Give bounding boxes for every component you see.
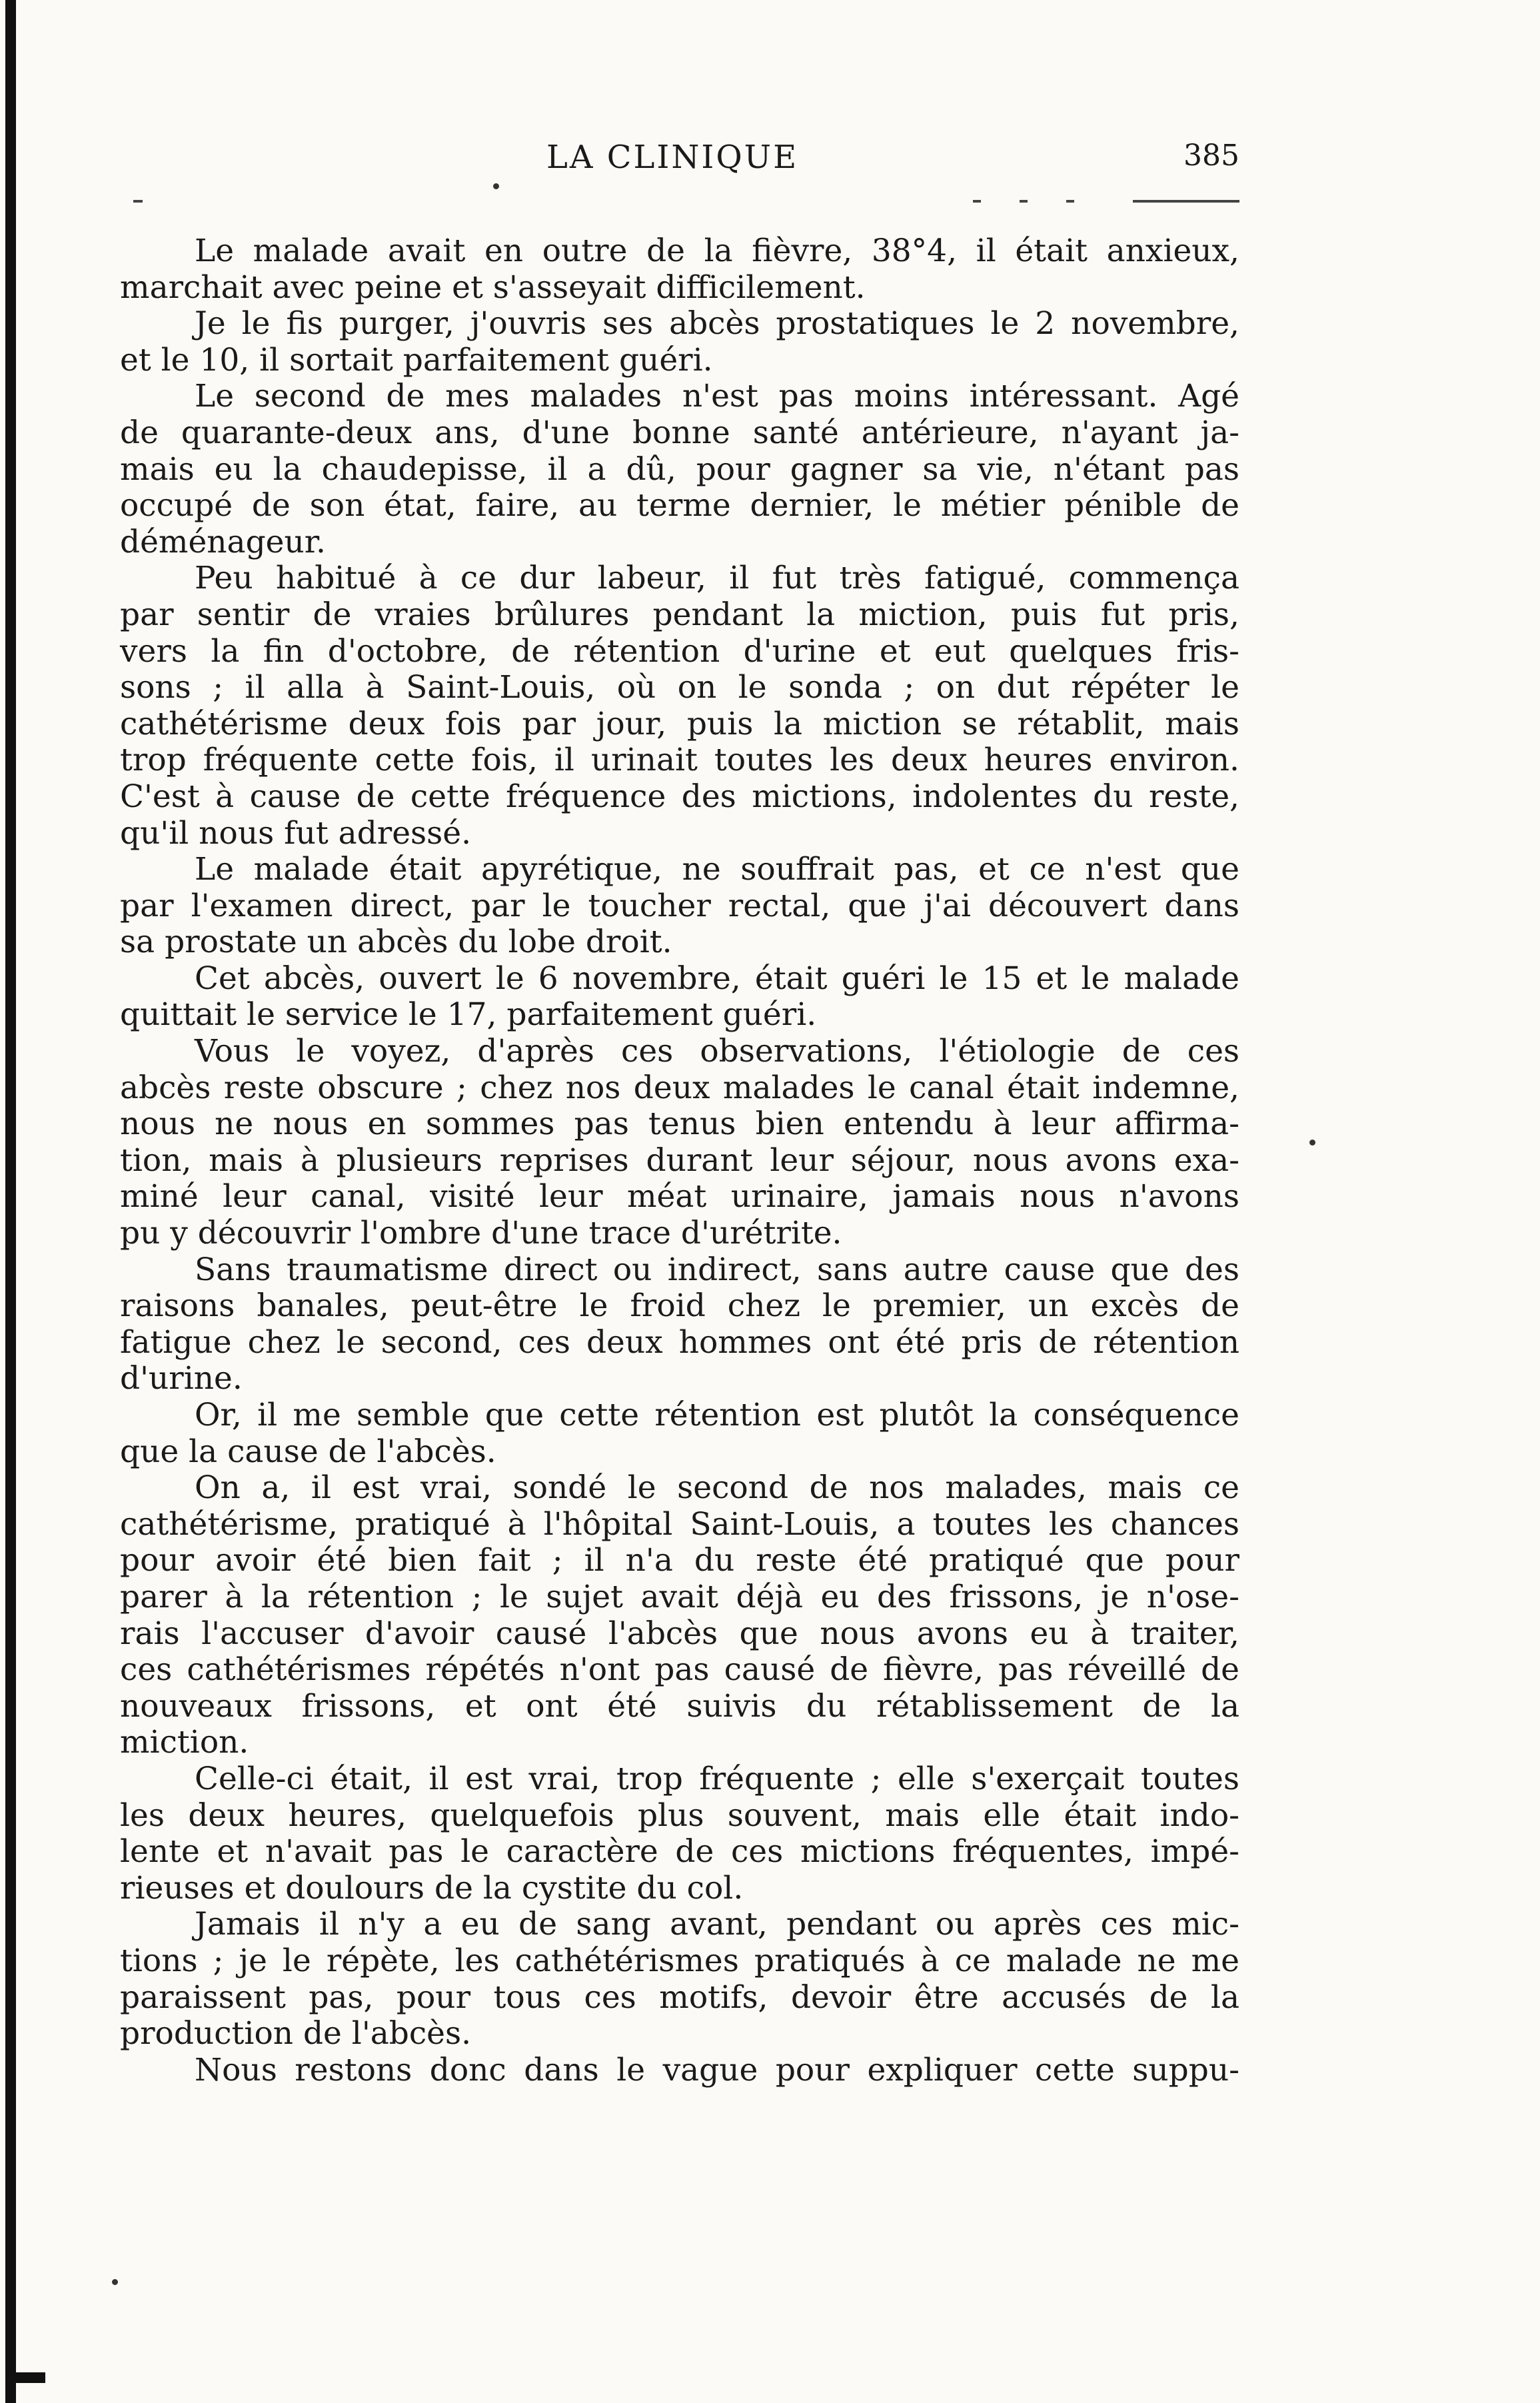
text-line: vers la fin d'octobre, de rétention d'urine et eut quelques fris- xyxy=(120,632,1239,670)
scan-binding-edge xyxy=(5,0,16,2403)
text-line: Peu habitué à ce dur labeur, il fut très fatigué, commença xyxy=(195,560,1239,597)
text-line: cathétérisme, pratiqué à l'hôpital Saint-Louis, a toutes les chances xyxy=(120,1505,1239,1543)
text-line: par l'examen direct, par le toucher rectal, que j'ai découvert dans xyxy=(120,887,1239,924)
text-line: raisons banales, peut-être le froid chez le premier, un excès de xyxy=(120,1287,1239,1325)
text-line: miction. xyxy=(120,1724,249,1761)
text-line: Je le fis purger, j'ouvris ses abcès prostatiques le 2 novembre, xyxy=(195,305,1239,343)
text-line: rais l'accuser d'avoir causé l'abcès que nous avons eu à traiter, xyxy=(120,1615,1239,1652)
text-line: production de l'abcès. xyxy=(120,2015,472,2052)
text-line: quittait le service le 17, parfaitement guéri. xyxy=(120,996,817,1034)
body-text xyxy=(120,233,1239,2088)
text-line: marchait avec peine et s'asseyait difficilement. xyxy=(120,269,866,306)
scan-speck xyxy=(493,183,499,189)
text-line: parer à la rétention ; le sujet avait déjà eu des frissons, je n'ose- xyxy=(120,1578,1239,1615)
text-line: Sans traumatisme direct ou indirect, sans autre cause que des xyxy=(195,1251,1239,1288)
text-line: déménageur. xyxy=(120,523,326,560)
text-line: mais eu la chaudepisse, il a dû, pour gagner sa vie, n'étant pas xyxy=(120,450,1239,488)
text-line: Cet abcès, ouvert le 6 novembre, était guéri le 15 et le malade xyxy=(195,960,1239,997)
text-line: Or, il me semble que cette rétention est plutôt la conséquence xyxy=(195,1397,1239,1433)
text-line: nouveaux frissons, et ont été suivis du rétablissement de la xyxy=(120,1687,1239,1725)
text-line: On a, il est vrai, sondé le second de nos malades, mais ce xyxy=(195,1469,1239,1507)
text-line: par sentir de vraies brûlures pendant la miction, puis fut pris, xyxy=(120,596,1239,633)
text-line: abcès reste obscure ; chez nos deux malades le canal était indemne, xyxy=(120,1069,1239,1106)
running-title: LA CLINIQUE xyxy=(546,139,799,176)
page-header xyxy=(120,139,1239,185)
scan-binding-foot xyxy=(5,2372,45,2383)
text-line: Jamais il n'y a eu de sang avant, pendant ou après ces mic- xyxy=(195,1906,1239,1943)
text-line: Vous le voyez, d'après ces observations, l'étiologie de ces xyxy=(195,1033,1239,1070)
text-line: rieuses et doulours de la cystite du col. xyxy=(120,1869,744,1907)
text-line: de quarante-deux ans, d'une bonne santé antérieure, n'ayant ja- xyxy=(120,414,1239,451)
text-line: ces cathétérismes répétés n'ont pas causé de fièvre, pas réveillé de xyxy=(120,1651,1239,1689)
text-line: pour avoir été bien fait ; il n'a du reste été pratiqué que pour xyxy=(120,1542,1239,1579)
text-line: les deux heures, quelquefois plus souvent, mais elle était indo- xyxy=(120,1797,1239,1834)
text-line: Le malade était apyrétique, ne souffrait pas, et ce n'est que xyxy=(195,851,1239,888)
page-number: 385 xyxy=(1183,139,1239,173)
text-line: miné leur canal, visité leur méat urinaire, jamais nous n'avons xyxy=(120,1178,1239,1215)
text-line: fatigue chez le second, ces deux hommes ont été pris de rétention xyxy=(120,1323,1239,1361)
text-line: trop fréquente cette fois, il urinait toutes les deux heures environ. xyxy=(120,742,1239,779)
text-line: Le malade avait en outre de la fièvre, 38°4, il était anxieux, xyxy=(195,233,1239,269)
text-line: sons ; il alla à Saint-Louis, où on le sonda ; on dut répéter le xyxy=(120,669,1239,706)
text-line: pu y découvrir l'ombre d'une trace d'urétrite. xyxy=(120,1215,842,1252)
text-line: Celle-ci était, il est vrai, trop fréquente ; elle s'exerçait toutes xyxy=(195,1760,1239,1797)
text-line: tion, mais à plusieurs reprises durant leur séjour, nous avons exa- xyxy=(120,1142,1239,1179)
text-line: qu'il nous fut adressé. xyxy=(120,814,472,852)
text-line: Le second de mes malades n'est pas moins intéressant. Agé xyxy=(195,378,1239,415)
scan-speck xyxy=(112,2279,118,2285)
text-line: sa prostate un abcès du lobe droit. xyxy=(120,924,672,961)
text-line: occupé de son état, faire, au terme dernier, le métier pénible de xyxy=(120,487,1239,524)
text-line: C'est à cause de cette fréquence des mictions, indolentes du reste, xyxy=(120,778,1239,815)
text-line: cathétérisme deux fois par jour, puis la miction se rétablit, mais xyxy=(120,705,1239,742)
scan-speck xyxy=(1309,1140,1315,1146)
header-rule-marks xyxy=(120,200,1239,205)
text-line: lente et n'avait pas le caractère de ces mictions fréquentes, impé- xyxy=(120,1833,1239,1871)
text-line: tions ; je le répète, les cathétérismes pratiqués à ce malade ne me xyxy=(120,1942,1239,1979)
text-line: paraissent pas, pour tous ces motifs, devoir être accusés de la xyxy=(120,1979,1239,2016)
text-line: d'urine. xyxy=(120,1360,243,1397)
text-line: que la cause de l'abcès. xyxy=(120,1433,496,1470)
text-line: Nous restons donc dans le vague pour expliquer cette suppu- xyxy=(195,2051,1239,2088)
text-line: nous ne nous en sommes pas tenus bien entendu à leur affirma- xyxy=(120,1106,1239,1143)
text-line: et le 10, il sortait parfaitement guéri. xyxy=(120,341,713,379)
